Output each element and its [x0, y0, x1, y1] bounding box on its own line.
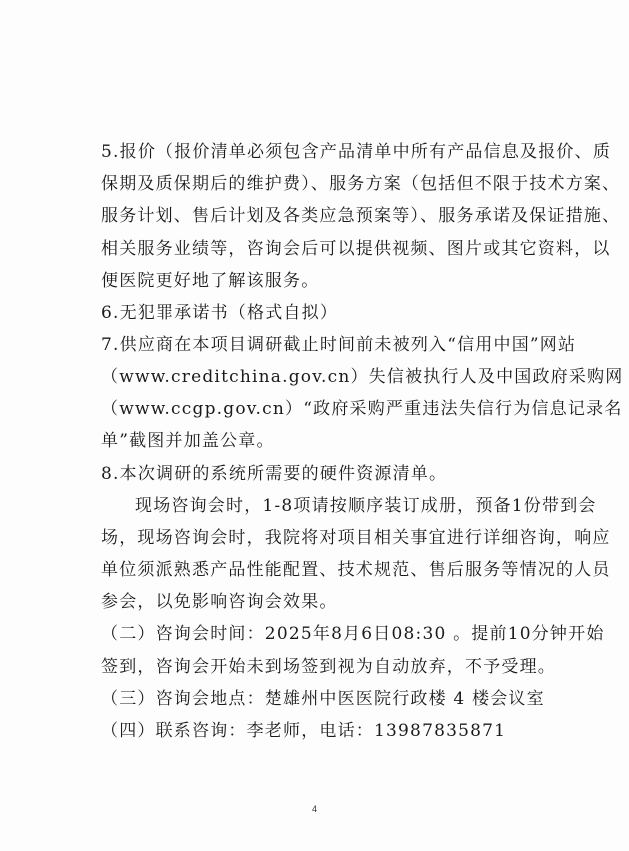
text-line: 7.供应商在本项目调研截止时间前未被列入“信用中国”网站 — [101, 335, 577, 355]
text-line: （三）咨询会地点：楚雄州中医医院行政楼 4 楼会议室 — [101, 689, 545, 709]
text-line: 单”截图并加盖公章。 — [101, 431, 275, 451]
text-line: 5.报价（报价清单必须包含产品清单中所有产品信息及报价、质 — [101, 142, 612, 162]
text-line: （www.ccgp.gov.cn）“政府采购严重违法失信行为信息记录名 — [101, 399, 623, 419]
text-line: 6.无犯罪承诺书（格式自拟） — [101, 303, 339, 323]
text-line: 相关服务业绩等，咨询会后可以提供视频、图片或其它资料，以 — [101, 239, 611, 259]
text-line: （www.creditchina.gov.cn）失信被执行人及中国政府采购网 — [101, 367, 624, 387]
text-line: 参会，以免影响咨询会效果。 — [101, 592, 338, 612]
text-line: 单位须派熟悉产品性能配置、技术规范、售后服务等情况的人员 — [101, 560, 611, 580]
page-number: 4 — [311, 804, 317, 814]
text-line: 现场咨询会时，1-8项请按顺序装订成册，预备1份带到会 — [135, 496, 597, 516]
text-line: （四）联系咨询：李老师，电话：13987835871 — [101, 721, 507, 741]
text-line: 便医院更好地了解该服务。 — [101, 271, 320, 291]
text-line: 场，现场咨询会时，我院将对项目相关事宜进行详细咨询，响应 — [101, 528, 611, 548]
text-line: 服务计划、售后计划及各类应急预案等）、服务承诺及保证措施、 — [101, 206, 621, 226]
text-line: （二）咨询会时间：2025年8月6日08:30 。提前10分钟开始 — [101, 624, 605, 644]
text-line: 8.本次调研的系统所需要的硬件资源清单。 — [101, 464, 448, 484]
text-line: 签到，咨询会开始未到场签到视为自动放弃，不予受理。 — [101, 657, 556, 677]
text-line: 保期及质保期后的维护费）、服务方案（包括但不限于技术方案、 — [101, 174, 621, 194]
